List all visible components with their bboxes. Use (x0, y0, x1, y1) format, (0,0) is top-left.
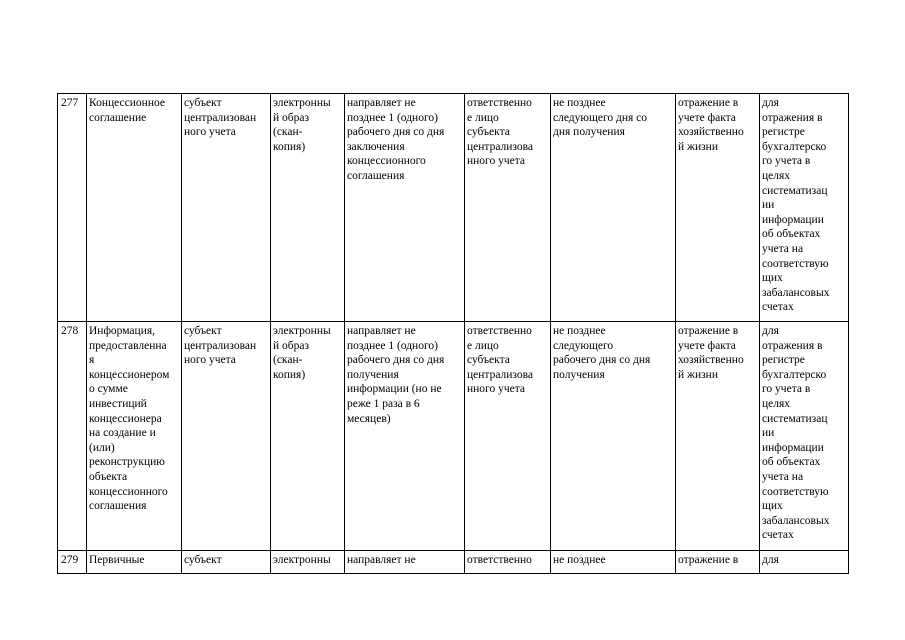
submission-term-cell: направляет не (345, 551, 465, 574)
document-name-cell: Первичные (87, 551, 182, 574)
row-number: 277 (58, 94, 87, 322)
document-name-cell: Информация, предоставленна я концессионером о сумме инвестиций концессионера на создание и (или) реконструкцию объекта концессионного соглашения (87, 322, 182, 551)
responsible-person-cell: ответственно (465, 551, 551, 574)
responsible-person-cell: ответственно е лицо субъекта централизова нного учета (465, 94, 551, 322)
purpose-cell: для отражения в регистре бухгалтерско го учета в целях систематизац ии информации об объектах учета на соответствую щих забалансовых счетах (760, 94, 849, 322)
processing-term-cell: не позднее (551, 551, 676, 574)
processing-term-cell: не позднее следующего рабочего дня со дня получения (551, 322, 676, 551)
table-row (58, 94, 849, 322)
document-name-cell: Концессионное соглашение (87, 94, 182, 322)
format-cell: электронны (271, 551, 345, 574)
table-row (58, 551, 849, 574)
purpose-cell: для (760, 551, 849, 574)
composer-cell: субъект (182, 551, 271, 574)
action-cell: отражение в учете факта хозяйственно й жизни (676, 94, 760, 322)
submission-term-cell: направляет не позднее 1 (одного) рабочего дня со дня заключения концессионного соглашения (345, 94, 465, 322)
purpose-cell: для отражения в регистре бухгалтерско го учета в целях систематизац ии информации об объектах учета на соответствую щих забалансовых счетах (760, 322, 849, 551)
processing-term-cell: не позднее следующего дня со дня получения (551, 94, 676, 322)
row-number: 278 (58, 322, 87, 551)
responsible-person-cell: ответственно е лицо субъекта централизова нного учета (465, 322, 551, 551)
format-cell: электронны й образ (скан- копия) (271, 322, 345, 551)
format-cell: электронны й образ (скан- копия) (271, 94, 345, 322)
table-row (58, 322, 849, 551)
action-cell: отражение в (676, 551, 760, 574)
accounting-documents-table (57, 93, 849, 574)
row-number: 279 (58, 551, 87, 574)
submission-term-cell: направляет не позднее 1 (одного) рабочего дня со дня получения информации (но не реже 1 раза в 6 месяцев) (345, 322, 465, 551)
action-cell: отражение в учете факта хозяйственно й жизни (676, 322, 760, 551)
composer-cell: субъект централизован ного учета (182, 94, 271, 322)
composer-cell: субъект централизован ного учета (182, 322, 271, 551)
